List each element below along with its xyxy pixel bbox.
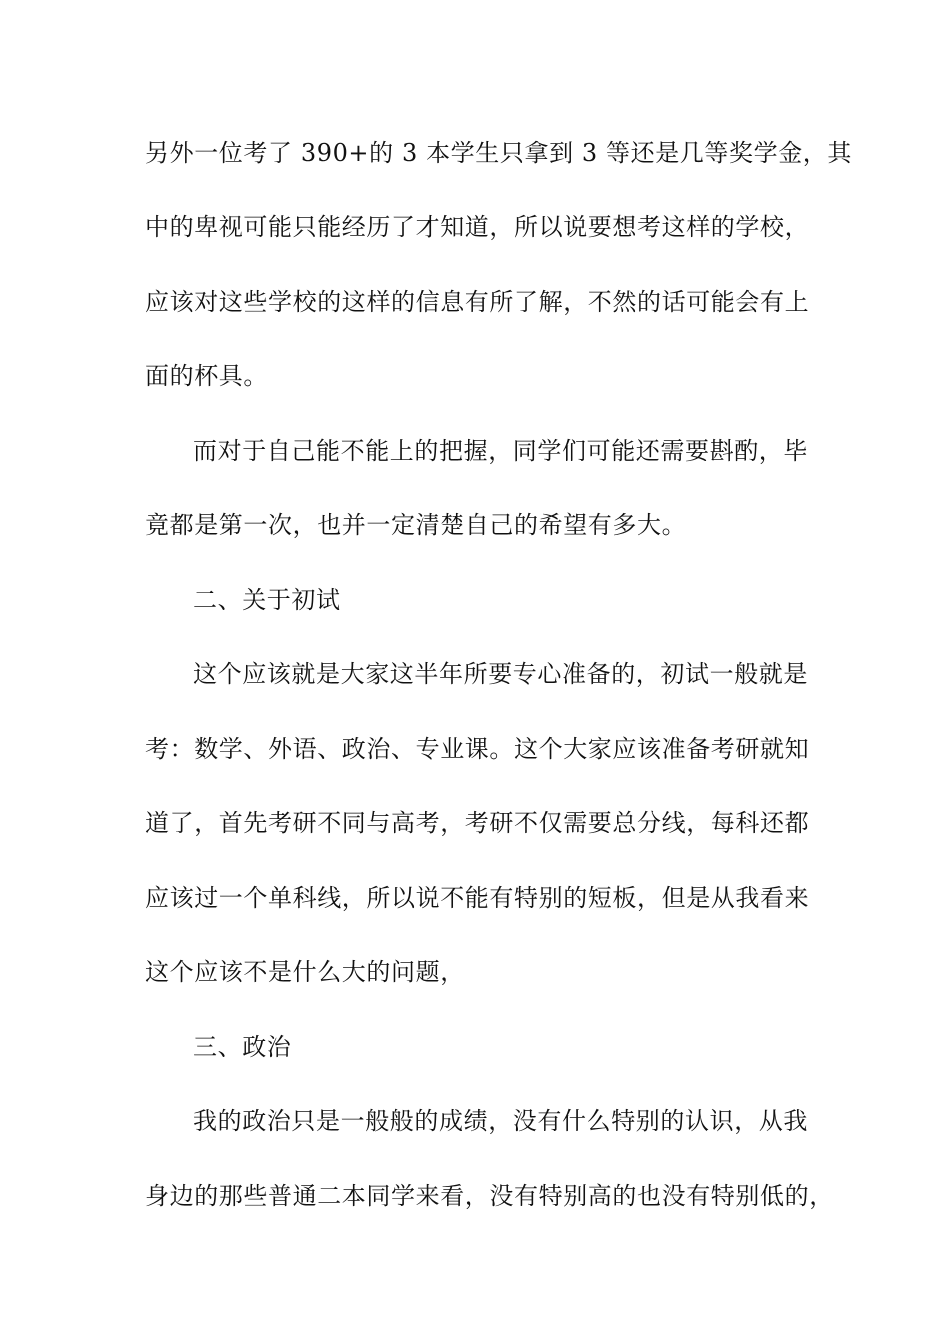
paragraph-1-line-1: 另外一位考了 390+的 3 本学生只拿到 3 等还是几等奖学金，其 [145, 139, 852, 167]
paragraph-2-line-2: 竟都是第一次，也并一定清楚自己的希望有多大。 [145, 511, 687, 539]
paragraph-4-line-1: 我的政治只是一般般的成绩，没有什么特别的认识，从我 [193, 1107, 808, 1135]
paragraph-3-line-5: 这个应该不是什么大的问题， [145, 958, 465, 986]
paragraph-3-line-3: 道了，首先考研不同与高考，考研不仅需要总分线，每科还都 [145, 809, 810, 837]
section-heading-politics: 三、政治 [193, 1033, 292, 1061]
paragraph-1-line-3: 应该对这些学校的这样的信息有所了解，不然的话可能会有上 [145, 288, 810, 316]
paragraph-3-line-1: 这个应该就是大家这半年所要专心准备的，初试一般就是 [193, 660, 808, 688]
paragraph-1-line-2: 中的卑视可能只能经历了才知道，所以说要想考这样的学校， [145, 213, 810, 241]
section-heading-initial-exam: 二、关于初试 [193, 586, 341, 614]
paragraph-4-line-2: 身边的那些普通二本同学来看，没有特别高的也没有特别低的， [145, 1182, 834, 1210]
paragraph-3-line-4: 应该过一个单科线，所以说不能有特别的短板，但是从我看来 [145, 884, 810, 912]
paragraph-3-line-2: 考：数学、外语、政治、专业课。这个大家应该准备考研就知 [145, 735, 810, 763]
paragraph-1-line-4: 面的杯具。 [145, 362, 268, 390]
paragraph-2-line-1: 而对于自己能不能上的把握，同学们可能还需要斟酌，毕 [193, 437, 808, 465]
